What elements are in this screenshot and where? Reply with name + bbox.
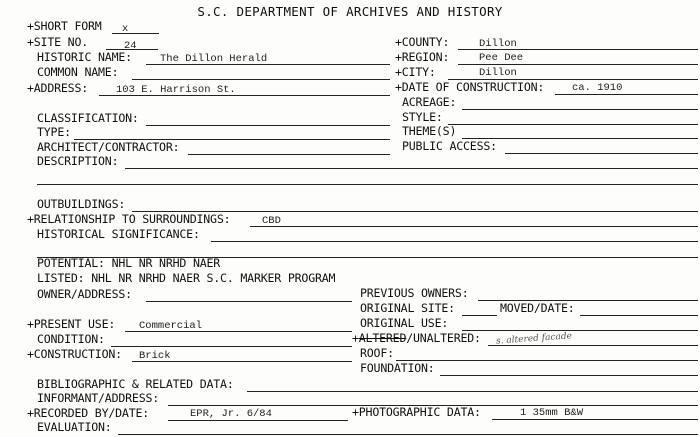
original-use-label: ORIGINAL USE: <box>360 316 449 330</box>
photographic-data-value: 1 35mm B&W <box>520 407 584 419</box>
owner-address-line <box>146 301 352 302</box>
relationship-value: CBD <box>262 215 281 227</box>
style-line <box>448 124 698 125</box>
foundation-label: FOUNDATION: <box>360 361 435 375</box>
photographic-data-line <box>492 419 698 420</box>
common-name-label: COMMON NAME: <box>37 65 119 79</box>
classification-label: CLASSIFICATION: <box>37 111 139 125</box>
moved-date-line <box>580 315 698 316</box>
style-label: STYLE: <box>402 110 443 124</box>
historical-significance-line-1 <box>211 241 698 242</box>
date-of-construction-label: +DATE OF CONSTRUCTION: <box>395 80 545 94</box>
city-label: +CITY: <box>395 65 436 79</box>
address-value: 103 E. Harrison St. <box>116 84 236 96</box>
short-form-line <box>112 33 159 34</box>
site-no-value: 24 <box>124 40 137 52</box>
region-value: Pee Dee <box>479 52 524 64</box>
county-value: Dillon <box>479 38 517 50</box>
present-use-value: Commercial <box>139 320 203 332</box>
listed-label: LISTED: NHL NR NRHD NAER S.C. MARKER PROGRAM <box>37 271 336 285</box>
short-form-value: x <box>122 23 129 35</box>
site-no-label: +SITE NO. <box>27 35 89 49</box>
public-access-label: PUBLIC ACCESS: <box>402 139 497 153</box>
condition-label: CONDITION: <box>37 332 105 346</box>
owner-address-label: OWNER/ADDRESS: <box>37 287 132 301</box>
common-name-line <box>132 79 390 80</box>
description-label: DESCRIPTION: <box>37 154 119 168</box>
original-site-line <box>462 315 497 316</box>
county-label: +COUNTY: <box>395 35 450 49</box>
photographic-data-label: +PHOTOGRAPHIC DATA: <box>352 405 481 419</box>
evaluation-label: EVALUATION: <box>37 420 112 434</box>
historic-name-label: HISTORIC NAME: <box>37 50 132 64</box>
historical-significance-label: HISTORICAL SIGNIFICANCE: <box>37 227 200 241</box>
original-site-label: ORIGINAL SITE: <box>360 301 455 315</box>
moved-date-label: MOVED/DATE: <box>500 301 575 315</box>
roof-label: ROOF: <box>360 346 394 360</box>
region-label: +REGION: <box>395 50 450 64</box>
historic-name-value: The Dillon Herald <box>160 53 268 65</box>
region-line <box>458 64 698 65</box>
type-label: TYPE: <box>37 125 71 139</box>
city-value: Dillon <box>479 67 517 79</box>
original-use-line <box>462 330 698 331</box>
roof-line <box>396 360 698 361</box>
date-of-construction-line <box>555 94 698 95</box>
themes-line <box>462 138 698 139</box>
condition-line <box>111 346 352 347</box>
unaltered-handwritten-note: s. altered facade <box>495 331 573 347</box>
construction-value: Brick <box>139 350 171 362</box>
public-access-line <box>505 153 698 154</box>
address-label: +ADDRESS: <box>27 81 89 95</box>
altered-label: +ALTERED/UNALTERED: <box>352 331 481 345</box>
present-use-label: +PRESENT USE: <box>27 317 116 331</box>
potential-label: POTENTIAL: NHL NR NRHD NAER <box>37 256 221 270</box>
recorded-by-line <box>168 420 348 421</box>
recorded-by-label: +RECORDED BY/DATE: <box>27 406 150 420</box>
bibliographic-label: BIBLIOGRAPHIC & RELATED DATA: <box>37 377 234 391</box>
recorded-by-value: EPR, Jr. 6/84 <box>190 408 272 420</box>
bibliographic-line <box>247 391 698 392</box>
date-of-construction-value: ca. 1910 <box>572 82 623 94</box>
architect-label: ARCHITECT/CONTRACTOR: <box>37 140 180 154</box>
architect-line <box>188 154 390 155</box>
relationship-line <box>250 226 698 227</box>
classification-line <box>146 125 390 126</box>
acreage-line <box>462 109 698 110</box>
form-title: S.C. DEPARTMENT OF ARCHIVES AND HISTORY <box>197 4 503 19</box>
acreage-label: ACREAGE: <box>402 95 457 109</box>
construction-label: +CONSTRUCTION: <box>27 347 122 361</box>
description-line-1 <box>125 168 698 169</box>
outbuildings-label: OUTBUILDINGS: <box>37 197 126 211</box>
relationship-label: +RELATIONSHIP TO SURROUNDINGS: <box>27 212 231 226</box>
informant-label: INFORMANT/ADDRESS: <box>37 391 160 405</box>
foundation-line <box>440 375 698 376</box>
short-form-label: +SHORT FORM <box>27 19 102 33</box>
previous-owners-label: PREVIOUS OWNERS: <box>360 286 469 300</box>
evaluation-line <box>118 434 698 435</box>
description-line-2 <box>37 184 698 185</box>
themes-label: THEME(S) <box>402 124 457 138</box>
